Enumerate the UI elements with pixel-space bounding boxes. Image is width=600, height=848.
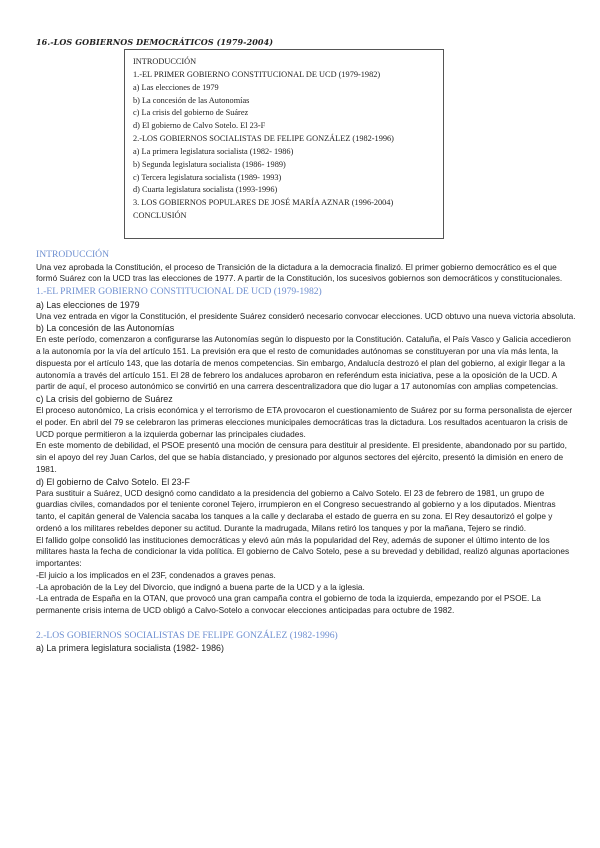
subheading-elections-1979: a) Las elecciones de 1979 — [36, 299, 140, 310]
document-body — [36, 248, 576, 654]
section-heading-socialist-governments: 2.-LOS GOBIERNOS SOCIALISTAS DE FELIPE GONZÁLEZ (1982-1996) — [36, 629, 338, 641]
paragraph-calvo-sotelo-1: Para sustituir a Suárez, UCD designó como candidato a la presidencia del gobierno a Calvo Sotelo. El 23 de febrero de 1981, un grupo de guardias civiles, comandados por el teniente coronel Tejero, irrumpieron en el Congreso secuestrando al gobierno y a los diputados. Mientras tanto, el capitán general de Valencia sacaba los tanques a la calle y declaraba el estado de guerra en su zona. El Rey desautorizó el golpe y ordenó a los militares rebeldes deponer su actitud. Durante la madrugada, Milans retiró los tanques y por la mañana, Tejero se rindió. — [36, 487, 556, 533]
toc-item: d) El gobierno de Calvo Sotelo. El 23-F — [133, 121, 266, 131]
list-item: -La aprobación de la Ley del Divorcio, que indignó a buena parte de la UCD y a la iglesia. — [36, 581, 365, 592]
paragraph-suarez-crisis-2: En este momento de debilidad, el PSOE presentó una moción de censura para destituir al presidente. El presidente, abandonado por su partido, sin el apoyo del rey Juan Carlos, del que se había distanciado, y presionado por algunos sectores del ejército, presentó la dimisión en enero de 1981. — [36, 440, 567, 474]
toc-item: c) Tercera legislatura socialista (1989- 1993) — [133, 172, 282, 182]
paragraph-elections-1979: Una vez entrada en vigor la Constitución, el presidente Suárez consideró necesario convocar elecciones. UCD obtuvo una nueva victoria absoluta. — [36, 310, 576, 321]
paragraph-calvo-sotelo-2: El fallido golpe consolidó las instituciones democráticas y elevó aún más la popularidad del Rey, además de suponer el último intento de los militares hasta la fecha de condicionar la vida política. El gobierno de Calvo Sotelo, pese a su brevedad y debilidad, realizó algunas aportaciones importantes: — [36, 534, 570, 568]
section-heading-introduction: INTRODUCCIÓN — [36, 249, 110, 260]
toc-item: 1.-EL PRIMER GOBIERNO CONSTITUCIONAL DE UCD (1979-1982) — [133, 69, 381, 79]
subheading-suarez-crisis: c) La crisis del gobierno de Suárez — [36, 394, 173, 404]
intro-paragraph: Una vez aprobada la Constitución, el proceso de Transición de la dictadura a la democracia finalizó. El primer gobierno democrático es el que formó Suárez con la UCD tras las elecciones de 1977. A partir de la Constitución, los sucesivos gobiernos son democráticos y constitucionales. — [36, 261, 563, 284]
subheading-calvo-sotelo: d) El gobierno de Calvo Sotelo. El 23-F — [36, 476, 190, 487]
subheading-autonomies: b) La concesión de las Autonomías — [36, 323, 175, 334]
document-title: 16.-LOS GOBIERNOS DEMOCRÁTICOS (1979-2004) — [36, 37, 274, 47]
toc-item: b) Segunda legislatura socialista (1986- 1989) — [133, 159, 286, 169]
toc-item: c) La crisis del gobierno de Suárez — [133, 108, 249, 118]
paragraph-suarez-crisis-1: El proceso autonómico, La crisis económica y el terrorismo de ETA provocaron el cuestionamiento de Suárez por su forma personalista de ejercer el poder. En abril del 79 se celebraron las primeras elecciones municipales democráticas tras la dictadura. Los resultados acentuaron la crisis de UCD porque permitieron a la izquierda gobernar las principales ciudades. — [36, 405, 573, 439]
toc-item: INTRODUCCIÓN — [133, 57, 197, 66]
list-item: -La entrada de España en la OTAN, que provocó una gran campaña contra el gobierno de toda la izquierda, empezando por el PSOE. La permanente crisis interna de UCD obligó a Calvo-Sotelo a convocar elecciones anticipadas para octubre de 1982. — [36, 593, 541, 615]
section-heading-ucd: 1.-EL PRIMER GOBIERNO CONSTITUCIONAL DE UCD (1979-1982) — [36, 286, 322, 297]
toc-item: d) Cuarta legislatura socialista (1993-1996) — [133, 185, 278, 195]
toc-item: b) La concesión de las Autonomías — [133, 95, 250, 105]
toc-item: a) La primera legislatura socialista (1982- 1986) — [133, 146, 294, 156]
paragraph-autonomies: En este período, comenzaron a configurarse las Autonomías según lo dispuesto por la Constitución. Cataluña, el País Vasco y Galicia accedieron a la autonomía por la vía del artículo 151. La previsión era que el resto de comunidades autónomas se constituyeran por una vía más lenta, la dispuesta por el artículo 143, que las dotaría de menos competencias. Sin embargo, Andalucía destrozó el plan del gobierno, al exigir llegar a la autonomía a través del artículo 151. El 28 de febrero los andaluces aprobaron en referéndum esta iniciativa, pese a la oposición de la UCD. A partir de aquí, el proceso autonómico se convirtió en una carrera descentralizadora que dio lugar a 17 autonomías con amplias competencias. — [36, 334, 571, 392]
subheading-first-socialist-legislature: a) La primera legislatura socialista (1982- 1986) — [36, 643, 224, 654]
toc-item: a) Las elecciones de 1979 — [133, 82, 219, 92]
toc-item: 3. LOS GOBIERNOS POPULARES DE JOSÉ MARÍA AZNAR (1996-2004) — [133, 198, 394, 208]
list-item: -El juicio a los implicados en el 23F, condenados a graves penas. — [36, 569, 276, 580]
toc-item: 2.-LOS GOBIERNOS SOCIALISTAS DE FELIPE GONZÁLEZ (1982-1996) — [133, 134, 394, 144]
spacer — [36, 617, 576, 629]
table-of-contents — [124, 49, 444, 239]
toc-item: CONCLUSIÓN — [133, 211, 187, 221]
